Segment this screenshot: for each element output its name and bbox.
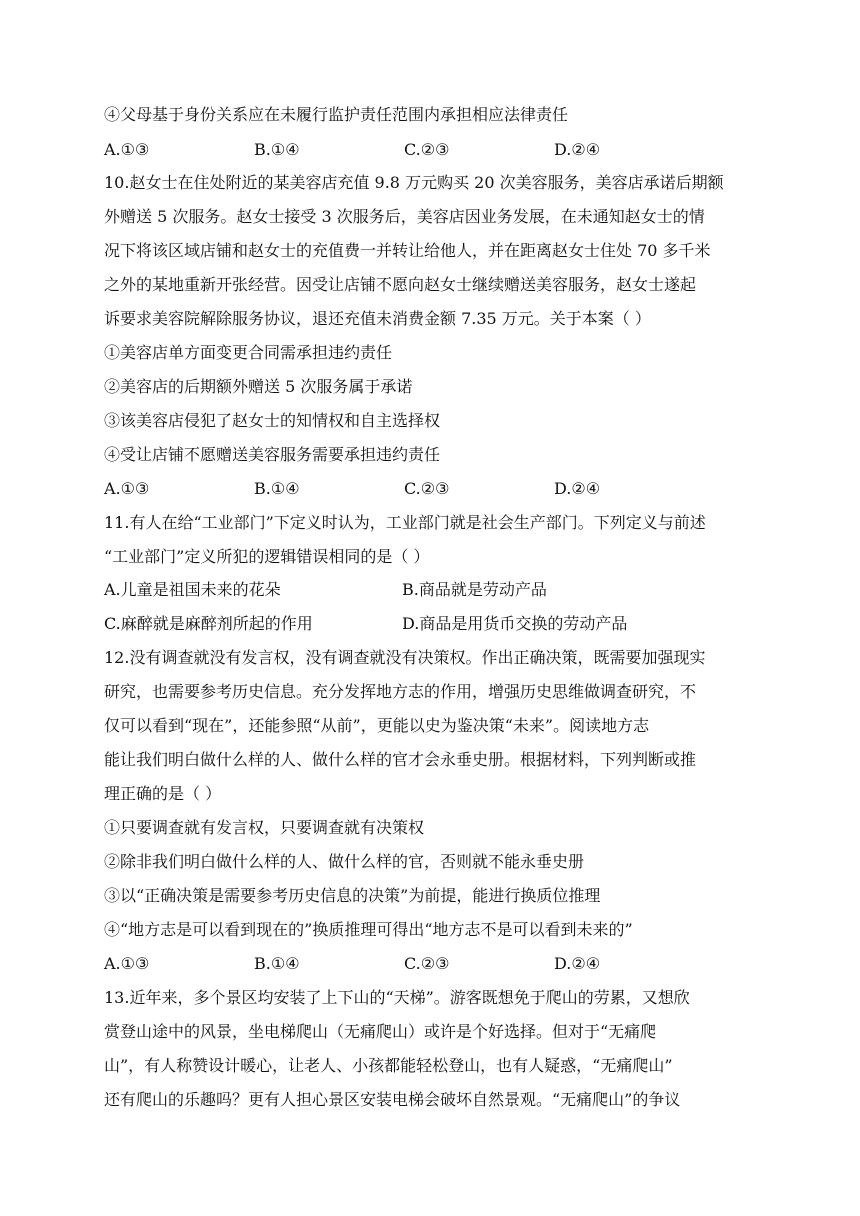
q12-stem-line-3: 仅可以看到“现在”，还能参照“从前”，更能以史为鉴决策“未来”。阅读地方志	[104, 716, 650, 735]
q10-option-b: B.①④	[254, 479, 300, 498]
q9-options	[104, 139, 754, 161]
q11-stem-line-2: “工业部门”定义所犯的逻辑错误相同的是（ ）	[104, 547, 430, 566]
q12-option-d: D.②④	[554, 954, 601, 973]
q9-option-a: A.①③	[104, 140, 150, 159]
q12-statement-4: ④“地方志是可以看到现在的”换质推理可得出“地方志不是可以看到未来的”	[104, 920, 633, 939]
q9-statement-4: ④父母基于身份关系应在未履行监护责任范围内承担相应法律责任	[104, 105, 569, 124]
q11-options-row-2	[104, 613, 754, 635]
q11-option-c: C.麻醉就是麻醉剂所起的作用	[104, 614, 313, 633]
q13-stem-line-2: 赏登山途中的风景，坐电梯爬山（无痛爬山）或许是个好选择。但对于“无痛爬	[104, 1022, 657, 1041]
q10-option-d: D.②④	[554, 479, 601, 498]
q10-option-a: A.①③	[104, 479, 150, 498]
q11-options-row-1	[104, 579, 754, 601]
q9-option-d: D.②④	[554, 140, 601, 159]
q10-stem-line-5: 诉要求美容院解除服务协议，退还充值未消费金额 7.35 万元。关于本案（ ）	[104, 309, 651, 328]
q10-statement-4: ④受让店铺不愿赠送美容服务需要承担违约责任	[104, 445, 441, 464]
q13-stem-line-3: 山”，有人称赞设计暖心，让老人、小孩都能轻松登山，也有人疑惑，“无痛爬山”	[104, 1056, 673, 1075]
q12-option-a: A.①③	[104, 954, 150, 973]
q11-option-d: D.商品是用货币交换的劳动产品	[402, 614, 628, 633]
q12-statement-3: ③以“正确决策是需要参考历史信息的决策”为前提，能进行换质位推理	[104, 886, 601, 905]
q10-statement-2: ②美容店的后期额外赠送 5 次服务属于承诺	[104, 377, 413, 396]
q12-stem-line-2: 研究，也需要参考历史信息。充分发挥地方志的作用，增强历史思维做调查研究，不	[104, 682, 697, 701]
q12-option-c: C.②③	[404, 954, 450, 973]
q12-statement-1: ①只要调查就有发言权，只要调查就有决策权	[104, 818, 425, 837]
q11-option-a: A.儿童是祖国未来的花朵	[104, 580, 281, 599]
q12-stem-line-1: 12.没有调查就没有发言权，没有调查就没有决策权。作出正确决策，既需要加强现实	[104, 648, 706, 667]
q10-stem-line-3: 况下将该区域店铺和赵女士的充值费一并转让给他人，并在距离赵女士住处 70 多千米	[104, 241, 711, 260]
q10-options	[104, 478, 754, 500]
q13-stem-line-1: 13.近年来，多个景区均安装了上下山的“天梯”。游客既想免于爬山的劳累，又想欣	[104, 988, 690, 1007]
q12-options	[104, 953, 754, 975]
q13-stem-line-4: 还有爬山的乐趣吗？更有人担心景区安装电梯会破坏自然景观。“无痛爬山”的争议	[104, 1090, 681, 1109]
q12-statement-2: ②除非我们明白做什么样的人、做什么样的官，否则就不能永垂史册	[104, 852, 585, 871]
q11-option-b: B.商品就是劳动产品	[402, 580, 547, 599]
q12-stem-line-4: 能让我们明白做什么样的人、做什么样的官才会永垂史册。根据材料，下列判断或推	[104, 750, 697, 769]
q12-option-b: B.①④	[254, 954, 300, 973]
q10-option-c: C.②③	[404, 479, 450, 498]
q10-stem-line-2: 外赠送 5 次服务。赵女士接受 3 次服务后，美容店因业务发展，在未通知赵女士的情	[104, 207, 705, 226]
q10-statement-3: ③该美容店侵犯了赵女士的知情权和自主选择权	[104, 411, 441, 430]
q11-stem-line-1: 11.有人在给“工业部门”下定义时认为，工业部门就是社会生产部门。下列定义与前述	[104, 513, 706, 532]
q10-stem-line-4: 之外的某地重新开张经营。因受让店铺不愿向赵女士继续赠送美容服务，赵女士遂起	[104, 275, 697, 294]
q10-stem-line-1: 10.赵女士在住处附近的某美容店充值 9.8 万元购买 20 次美容服务，美容店承诺后期额	[104, 173, 724, 192]
q9-option-b: B.①④	[254, 140, 300, 159]
q10-statement-1: ①美容店单方面变更合同需承担违约责任	[104, 343, 393, 362]
q9-option-c: C.②③	[404, 140, 450, 159]
q12-stem-line-5: 理正确的是（ ）	[104, 784, 222, 803]
